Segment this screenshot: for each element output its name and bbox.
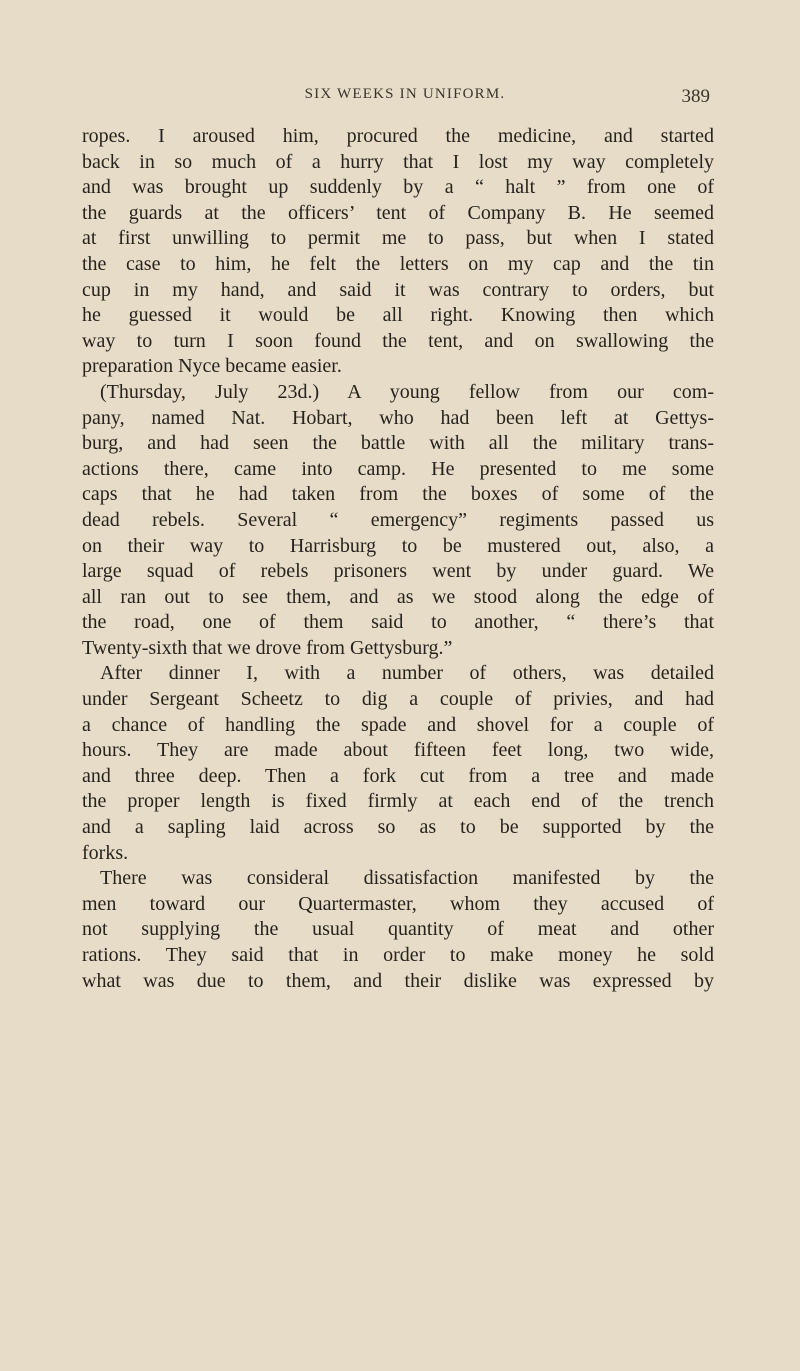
- text-line: all ran out to see them, and as we stood along the edge of: [82, 585, 714, 608]
- paragraph-3: [82, 661, 714, 866]
- text-line: rations. They said that in order to make money he sold: [82, 944, 714, 966]
- text-line: the case to him, he felt the letters on my cap and the tin: [82, 252, 714, 275]
- running-title: SIX WEEKS IN UNIFORM.: [304, 86, 506, 102]
- text-line: at first unwilling to permit me to pass, but when I stated: [82, 227, 714, 250]
- text-line: and a sapling laid across so as to be supported by the: [82, 816, 714, 839]
- text-line: large squad of rebels prisoners went by under guard. We: [82, 560, 714, 583]
- text-line: he guessed it would be all right. Knowing then which: [82, 304, 714, 327]
- text-line: After dinner I, with a number of others, was detailed: [100, 662, 714, 685]
- text-line: what was due to them, and their dislike was expressed by: [82, 969, 714, 992]
- text-line: dead rebels. Several “ emergency” regiments passed us: [82, 508, 714, 531]
- text-line: Twenty-sixth that we drove from Gettysburg.”: [82, 636, 453, 659]
- text-line: preparation Nyce became easier.: [82, 355, 342, 378]
- body-text: [82, 124, 714, 994]
- paragraph-4: [82, 866, 714, 994]
- text-line: the road, one of them said to another, “ there’s that: [82, 611, 714, 634]
- text-line: and three deep. Then a fork cut from a tree and made: [82, 764, 714, 787]
- text-line: cup in my hand, and said it was contrary to orders, but: [82, 278, 714, 301]
- text-line: burg, and had seen the battle with all the military trans-: [82, 432, 714, 455]
- text-line: way to turn I soon found the tent, and on swallowing the: [82, 329, 714, 352]
- text-line: and was brought up suddenly by a “ halt ” from one of: [82, 176, 714, 199]
- page-number: 389: [681, 86, 710, 107]
- text-line: caps that he had taken from the boxes of some of the: [82, 483, 714, 506]
- text-line: on their way to Harrisburg to be mustered out, also, a: [82, 534, 714, 557]
- text-line: under Sergeant Scheetz to dig a couple of privies, and had: [82, 688, 714, 711]
- paragraph-2: [82, 380, 714, 662]
- text-line: back in so much of a hurry that I lost my way completely: [82, 150, 714, 173]
- text-line: the guards at the officers’ tent of Company B. He seemed: [82, 201, 714, 224]
- text-line: forks.: [82, 841, 129, 864]
- text-line: hours. They are made about fifteen feet long, two wide,: [82, 739, 714, 762]
- text-line: ropes. I aroused him, procured the medicine, and started: [82, 125, 714, 147]
- text-line: men toward our Quartermaster, whom they accused of: [82, 892, 714, 915]
- text-line: (Thursday, July 23d.) A young fellow from our com-: [100, 380, 714, 403]
- running-head: [0, 86, 800, 110]
- text-line: the proper length is fixed firmly at each end of the trench: [82, 790, 714, 813]
- text-line: pany, named Nat. Hobart, who had been left at Gettys-: [82, 406, 714, 429]
- text-line: There was consideral dissatisfaction manifested by the: [100, 867, 714, 890]
- text-line: not supplying the usual quantity of meat and other: [82, 918, 714, 941]
- text-line: a chance of handling the spade and shovel for a couple of: [82, 713, 714, 736]
- paragraph-1: [82, 124, 714, 380]
- text-line: actions there, came into camp. He presented to me some: [82, 457, 714, 480]
